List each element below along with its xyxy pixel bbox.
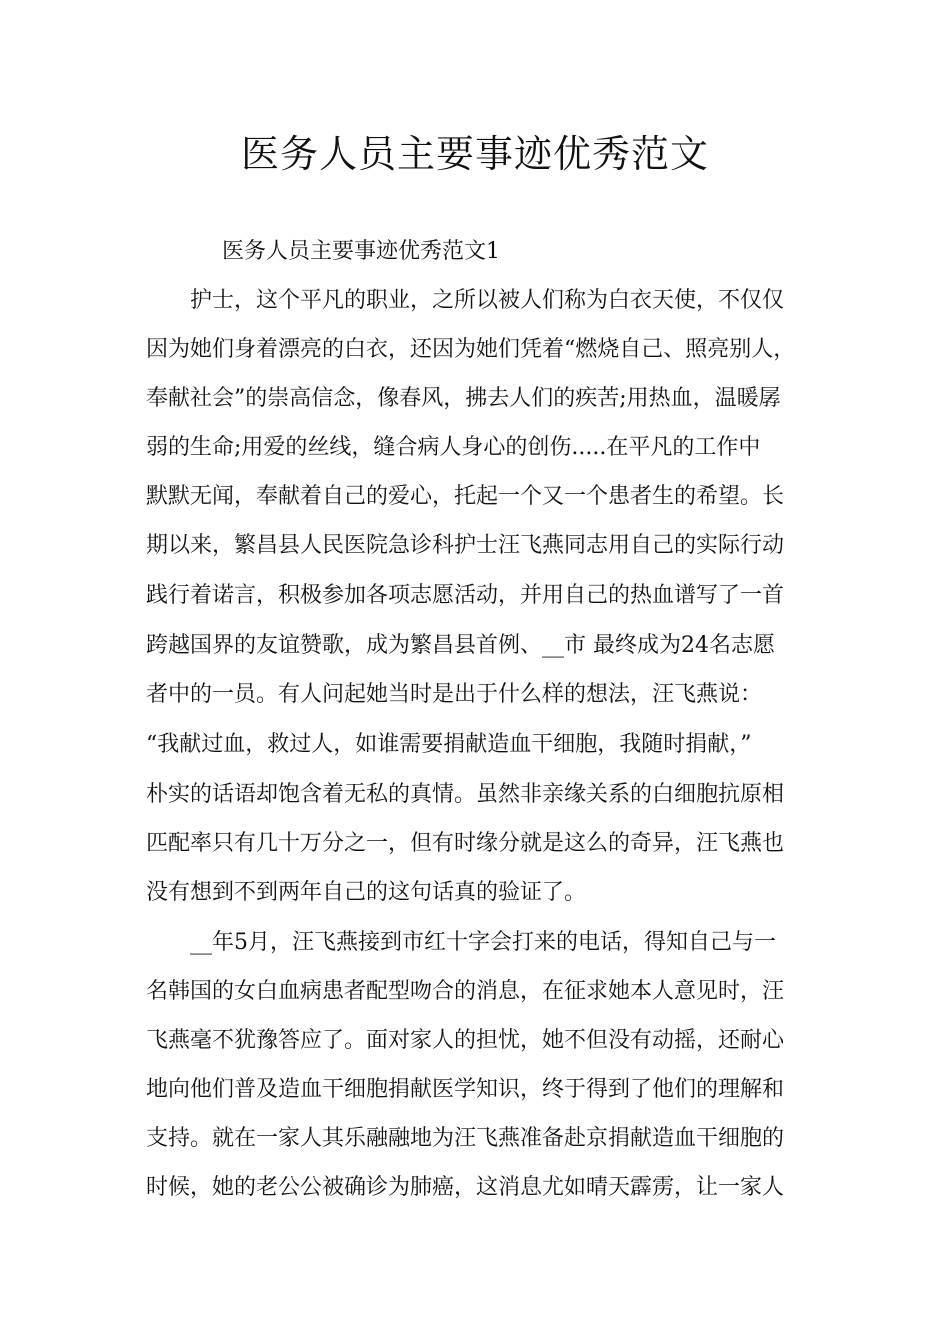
text-line: 飞燕毫不犹豫答应了。面对家人的担忧，她不但没有动摇，还耐心 (146, 1028, 785, 1053)
document-title: 医务人员主要事迹优秀范文 (240, 132, 709, 176)
text-line: 因为她们身着漂亮的白衣，还因为她们凭着“燃烧自己、照亮别人， (146, 337, 796, 362)
text-line: 默默无闻，奉献着自己的爱心，托起一个又一个患者生的希望。长 (146, 484, 785, 509)
text-line: 没有想到不到两年自己的这句话真的验证了。 (146, 880, 587, 905)
text-line: 匹配率只有几十万分之一，但有时缘分就是这么的奇异，汪飞燕也 (146, 831, 785, 856)
text-line: “我献过血，救过人，如谁需要捐献造血干细胞，我随时捐献，” (146, 732, 752, 757)
text-line: 朴实的话语却饱含着无私的真情。虽然非亲缘关系的白细胞抗原相 (146, 782, 785, 807)
text-line: 地向他们普及造血干细胞捐献医学知识，终于得到了他们的理解和 (146, 1077, 785, 1102)
text-line: 者中的一员。有人问起她当时是出于什么样的想法，汪飞燕说： (146, 682, 763, 707)
text-line: __年5月，汪飞燕接到市红十字会打来的电话，得知自己与一 (190, 930, 776, 955)
text-line: 支持。就在一家人其乐融融地为汪飞燕准备赴京捐献造血干细胞的 (146, 1126, 785, 1151)
text-line: 跨越国界的友谊赞歌，成为繁昌县首例、__市 最终成为24名志愿 (146, 633, 775, 658)
text-line: 奉献社会”的崇高信念，像春风，拂去人们的疾苦;用热血，温暖孱 (146, 386, 781, 411)
text-line: 名韩国的女白血病患者配型吻合的消息，在征求她本人意见时，汪 (146, 979, 785, 1004)
text-line: 弱的生命;用爱的丝线，缝合病人身心的创伤.....在平凡的工作中 (146, 435, 761, 460)
text-line: 践行着诺言，积极参加各项志愿活动，并用自己的热血谱写了一首 (146, 583, 785, 608)
section-subtitle: 医务人员主要事迹优秀范文1 (222, 239, 500, 264)
text-line: 期以来，繁昌县人民医院急诊科护士汪飞燕同志用自己的实际行动 (146, 533, 785, 558)
text-line: 护士，这个平凡的职业，之所以被人们称为白衣天使，不仅仅 (190, 288, 785, 313)
text-line: 时候，她的老公公被确诊为肺癌，这消息尤如晴天霹雳，让一家人 (146, 1175, 785, 1200)
